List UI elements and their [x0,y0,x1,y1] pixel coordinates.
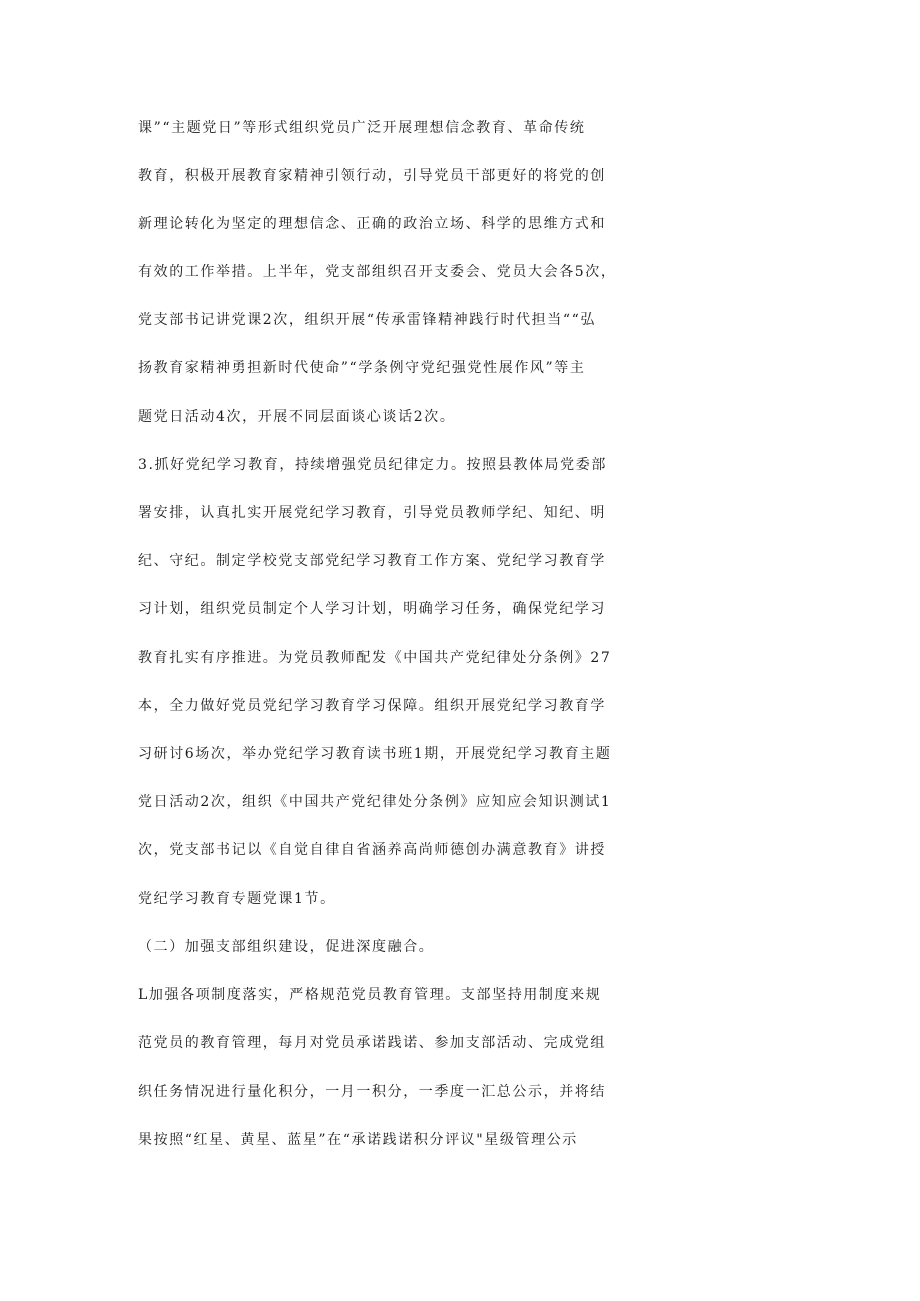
text-line: 题党日活动4次，开展不同层面谈心谈话2次。 [138,409,456,425]
section-heading-3: 3.抓好党纪学习教育，持续增强党员纪律定力。按照县教体局党委部 [138,457,607,473]
text-line: L加强各项制度落实，严格规范党员教育管理。支部坚持用制度来规 [138,987,602,1003]
text-line: 扬教育家精神勇担新时代使命”“学条例守党纪强党性展作风”等主 [138,360,586,376]
section-heading-2: （二）加强支部组织建设，促进深度融合。 [138,939,435,955]
text-line: 本，全力做好党员党纪学习教育学习保障。组织开展党纪学习教育学 [138,698,606,714]
text-line: 党纪学习教育专题党课1节。 [138,891,336,907]
text-line: 新理论转化为坚定的理想信念、正确的政治立场、科学的思维方式和 [138,216,606,232]
text-line: 习计划，组织党员制定个人学习计划，明确学习任务，确保党纪学习 [138,601,606,617]
text-line: 课”“主题党日”等形式组织党员广泛开展理想信念教育、革命传统 [138,120,586,136]
text-line: 织任务情况进行量化积分，一月一积分，一季度一汇总公示，并将结 [138,1084,606,1100]
text-line: 次，党支部书记以《自觉自律自省涵养高尚师德创办满意教育》讲授 [138,842,606,858]
text-line: 党日活动2次，组织《中国共产党纪律处分条例》应知应会知识测试1 [138,794,612,810]
text-line: 教育扎实有序推进。为党员教师配发《中国共产党纪律处分条例》27 [138,650,612,666]
text-line: 果按照“红星、黄星、蓝星”在“承诺践诺积分评议"星级管理公示 [138,1132,578,1148]
text-line: 教育，积极开展教育家精神引领行动，引导党员干部更好的将党的创 [138,168,606,184]
text-line: 纪、守纪。制定学校党支部党纪学习教育工作方案、党纪学习教育学 [138,553,606,569]
text-line: 习研讨6场次，举办党纪学习教育读书班1期，开展党纪学习教育主题 [138,746,612,762]
text-line: 署安排，认真扎实开展党纪学习教育，引导党员教师学纪、知纪、明 [138,505,606,521]
text-line: 党支部书记讲党课2次，组织开展“传承雷锋精神践行时代担当““弘 [138,312,596,328]
text-line: 有效的工作举措。上半年，党支部组织召开支委会、党员大会各5次， [138,264,617,280]
text-line: 范党员的教育管理，每月对党员承诺践诺、参加支部活动、完成党组 [138,1035,606,1051]
